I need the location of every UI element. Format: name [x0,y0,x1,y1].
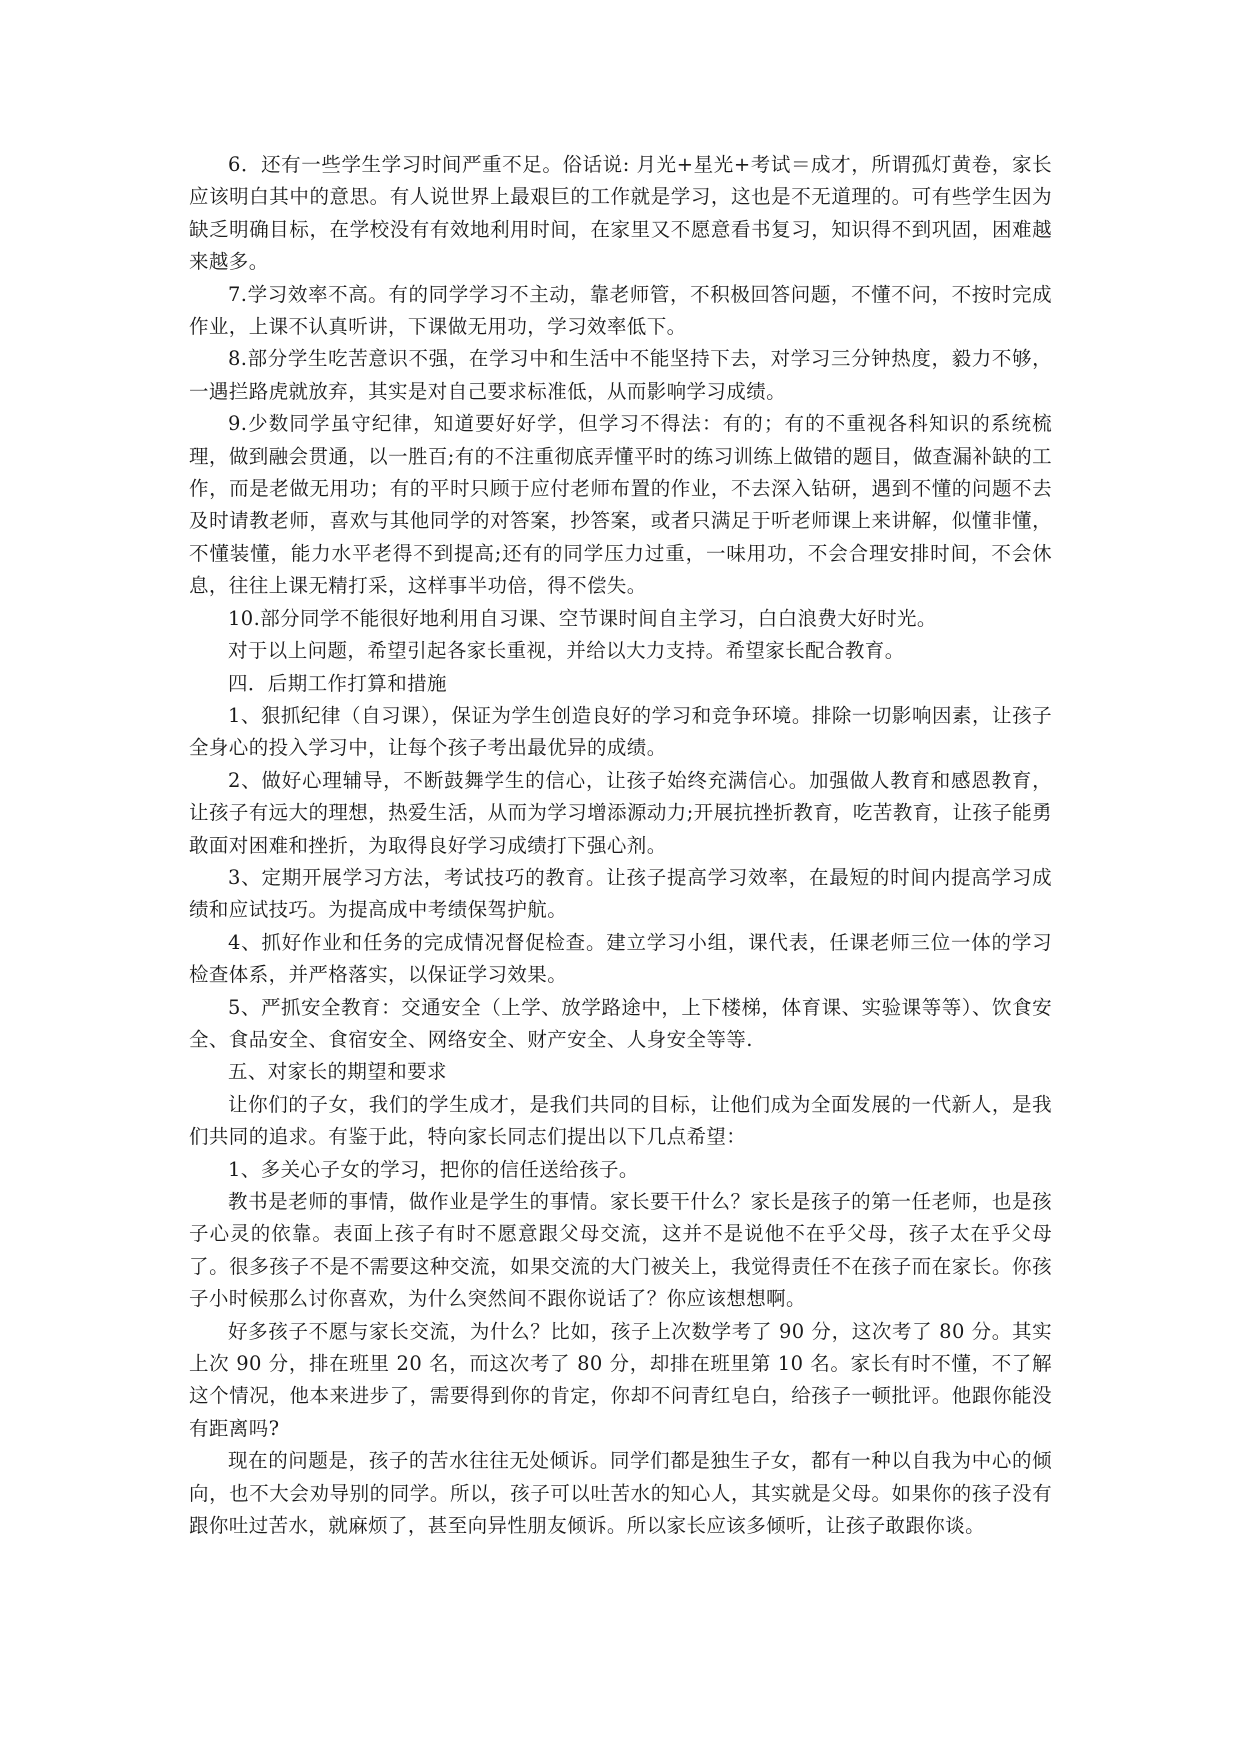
section-heading-5: 五、对家长的期望和要求 [228,1060,447,1084]
paragraph-item-7-efficiency: 7.学习效率不高。有的同学学习不主动，靠老师管，不积极回答问题，不懂不问，不按时完成作业，上课不认真听讲，下课做无用功，学习效率低下。 [189,282,1052,339]
paragraph-communication-example: 好多孩子不愿与家长交流，为什么？比如，孩子上次数学考了 90 分，这次考了 80 分。其实上次 90 分，排在班里 20 名，而这次考了 80 分，却排在班里第 10 名。家长有时不懂，不了解这个情况，他本来进步了，需要得到你的肯定，你却不问青红皂白，给孩子一顿批评。他跟你能没有距离吗? [189,1319,1052,1440]
hope-item-1: 1、多关心子女的学习，把你的信任送给孩子。 [228,1157,639,1181]
paragraph-summary: 对于以上问题，希望引起各家长重视，并给以大力支持。希望家长配合教育。 [228,639,905,663]
paragraph-listening: 现在的问题是，孩子的苦水往往无处倾诉。同学们都是独生子女，都有一种以自我为中心的倾向，也不大会劝导别的同学。所以，孩子可以吐苦水的知心人，其实就是父母。如果你的孩子没有跟你吐过苦水，就麻烦了，甚至向异性朋友倾诉。所以家长应该多倾听，让孩子敢跟你谈。 [189,1449,1052,1538]
paragraph-item-9-study-method: 9.少数同学虽守纪律，知道要好好学，但学习不得法：有的；有的不重视各科知识的系统梳理，做到融会贯通，以一胜百;有的不注重彻底弄懂平时的练习训练上做错的题目，做查漏补缺的工作，而是老做无用功；有的平时只顾于应付老师布置的作业，不去深入钻研，遇到不懂的问题不去及时请教老师，喜欢与其他同学的对答案，抄答案，或者只满足于听老师课上来讲解，似懂非懂，不懂装懂，能力水平老得不到提高;还有的同学压力过重，一味用功，不会合理安排时间，不会休息，往往上课无精打采，这样事半功倍，得不偿失。 [189,412,1052,598]
section-heading-4: 四．后期工作打算和措施 [228,671,447,695]
paragraph-item-8-perseverance: 8.部分学生吃苦意识不强，在学习中和生活中不能坚持下去，对学习三分钟热度，毅力不够，一遇拦路虎就放弃，其实是对自己要求标准低，从而影响学习成绩。 [189,347,1052,403]
paragraph-item-10-self-study: 10.部分同学不能很好地利用自习课、空节课时间自主学习，白白浪费大好时光。 [228,606,937,630]
measure-item-3: 3、定期开展学习方法，考试技巧的教育。让孩子提高学习效率，在最短的时间内提高学习成绩和应试技巧。为提高成中考绩保驾护航。 [189,865,1052,922]
paragraph-parent-role: 教书是老师的事情，做作业是学生的事情。家长要干什么？家长是孩子的第一任老师，也是孩子心灵的依靠。表面上孩子有时不愿意跟父母交流，这并不是说他不在乎父母，孩子太在乎父母了。很多孩子不是不需要这种交流，如果交流的大门被关上，我觉得责任不在孩子而在家长。你孩子小时候那么讨你喜欢，为什么突然间不跟你说话了？你应该想想啊。 [189,1190,1052,1311]
measure-item-1: 1、狠抓纪律（自习课），保证为学生创造良好的学习和竞争环境。排除一切影响因素，让孩子全身心的投入学习中，让每个孩子考出最优异的成绩。 [189,703,1052,760]
document-body [189,149,1052,1542]
paragraph-intro-hopes: 让你们的子女，我们的学生成才，是我们共同的目标，让他们成为全面发展的一代新人，是我们共同的追求。有鉴于此，特向家长同志们提出以下几点希望： [189,1092,1052,1149]
measure-item-5: 5、严抓安全教育：交通安全（上学、放学路途中，上下楼梯，体育课、实验课等等）、饮食安全、食品安全、食宿安全、网络安全、财产安全、人身安全等等. [189,995,1052,1051]
measure-item-2: 2、做好心理辅导，不断鼓舞学生的信心，让孩子始终充满信心。加强做人教育和感恩教育，让孩子有远大的理想，热爱生活，从而为学习增添源动力;开展抗挫折教育，吃苦教育，让孩子能勇敢面对困难和挫折，为取得良好学习成绩打下强心剂。 [189,768,1052,857]
paragraph-item-6-study-time: 6．还有一些学生学习时间严重不足。俗话说: 月光+星光+考试＝成才，所谓孤灯黄卷，家长应该明白其中的意思。有人说世界上最艰巨的工作就是学习，这也是不无道理的。可有些学生因为缺乏明确目标，在学校没有有效地利用时间，在家里又不愿意看书复习，知识得不到巩固，困难越来越多。 [189,153,1052,274]
measure-item-4: 4、抓好作业和任务的完成情况督促检查。建立学习小组，课代表，任课老师三位一体的学习检查体系，并严格落实，以保证学习效果。 [189,930,1052,987]
